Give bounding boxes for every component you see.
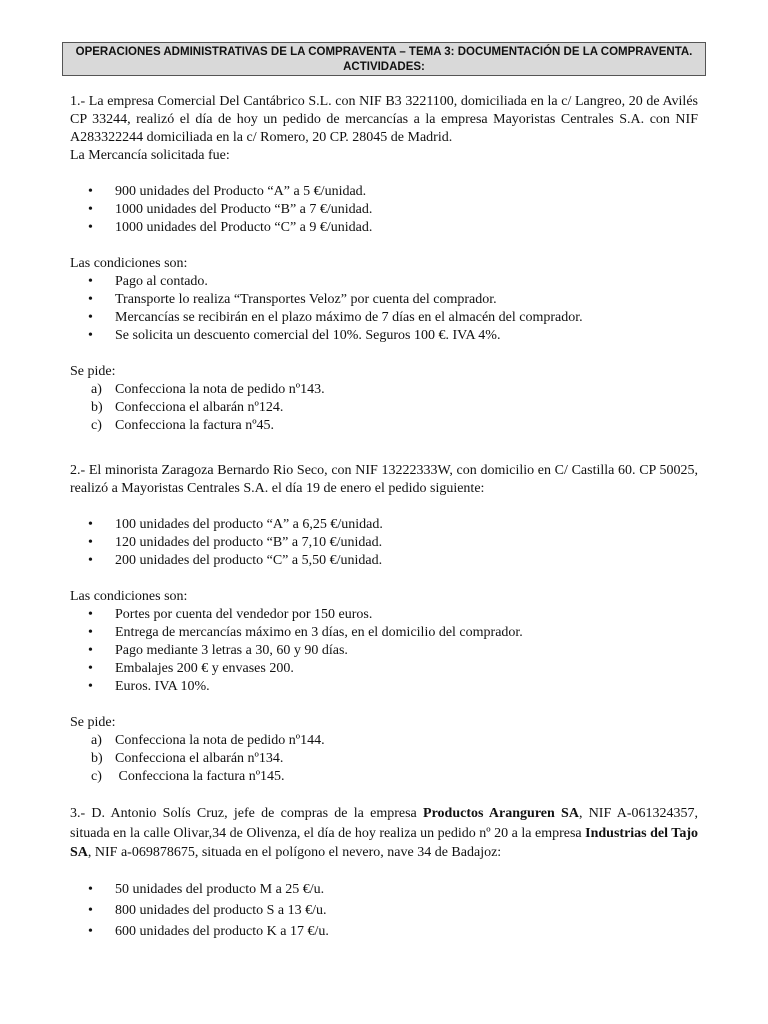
exercise-2-tasks-label: Se pide:	[70, 715, 116, 730]
list-item: • 1000 unidades del Producto “C” a 9 €/unidad.	[70, 219, 698, 237]
document-header	[62, 42, 706, 76]
list-item: • 120 unidades del producto “B” a 7,10 €/unidad.	[70, 534, 698, 552]
exercise-1-conditions-label: Las condiciones son:	[70, 256, 188, 271]
list-item: • Pago al contado.	[70, 273, 698, 291]
task-text: Confecciona la factura nº45.	[115, 418, 275, 433]
task-text: Confecciona la nota de pedido nº143.	[115, 382, 325, 397]
list-marker: b)	[91, 751, 103, 766]
exercise-3-intro	[70, 804, 698, 863]
list-item: • 1000 unidades del Producto “B” a 7 €/unidad.	[70, 201, 698, 219]
list-marker: c)	[91, 769, 102, 784]
exercise-3-intro-a: 3.- D. Antonio Solís Cruz, jefe de compras de la empresa	[70, 806, 424, 821]
exercise-1-intro: 1.- La empresa Comercial Del Cantábrico S.L. con NIF B3 3221100, domiciliada en la c/ Langreo, 20 de Avilés CP 33244, realizó el día de hoy un pedido de mercancías a la empresa Mayoristas Centrales S.A. con NIF A283322244 domiciliada en la c/ Romero, 20 CP. 28045 de Madrid.	[70, 94, 698, 145]
list-marker: a)	[91, 382, 102, 397]
exercise-1-tasks-label: Se pide:	[70, 364, 116, 379]
exercise-1-conditions-list	[70, 273, 698, 345]
list-item: • 900 unidades del Producto “A” a 5 €/unidad.	[70, 183, 698, 201]
buyer-company: Productos Aranguren SA	[423, 806, 579, 821]
task-text: Confecciona la factura nº145.	[115, 769, 285, 784]
list-item: • Pago mediante 3 letras a 30, 60 y 90 días.	[70, 642, 698, 660]
list-item: • 600 unidades del producto K a 17 €/u.	[70, 923, 698, 941]
list-item: • Se solicita un descuento comercial del 10%. Seguros 100 €. IVA 4%.	[70, 327, 698, 345]
task-text: Confecciona la nota de pedido nº144.	[115, 733, 325, 748]
exercise-3	[70, 804, 698, 941]
list-marker: a)	[91, 733, 102, 748]
exercise-1-goods-label: La Mercancía solicitada fue:	[70, 148, 230, 163]
document-body	[70, 93, 698, 944]
exercise-3-intro-b: , NIF A-061324357, situada en la calle Olivar,34 de Olivenza, el día de hoy realiza un pedido nº 20 a la empresa	[70, 806, 699, 841]
exercise-2-intro: 2.- El minorista Zaragoza Bernardo Rio Seco, con NIF 13222333W, con domicilio en C/ Castilla 60. CP 50025, realizó a Mayoristas Centrales S.A. el día 19 de enero el pedido siguiente:	[70, 463, 698, 496]
list-item	[70, 417, 698, 435]
list-item	[70, 750, 698, 768]
task-text: Confecciona el albarán nº134.	[115, 751, 284, 766]
exercise-3-goods-list	[70, 881, 698, 941]
list-item: • 200 unidades del producto “C” a 5,50 €/unidad.	[70, 552, 698, 570]
exercise-2-conditions-list	[70, 606, 698, 696]
list-item: • Portes por cuenta del vendedor por 150 euros.	[70, 606, 698, 624]
list-item	[70, 732, 698, 750]
list-item: • 100 unidades del producto “A” a 6,25 €/unidad.	[70, 516, 698, 534]
list-item	[70, 381, 698, 399]
header-title: OPERACIONES ADMINISTRATIVAS DE LA COMPRAVENTA – TEMA 3: DOCUMENTACIÓN DE LA COMPRAVENTA.	[75, 46, 693, 58]
exercise-2-conditions-label: Las condiciones son:	[70, 589, 188, 604]
list-item: • Transporte lo realiza “Transportes Veloz” por cuenta del comprador.	[70, 291, 698, 309]
list-marker: c)	[91, 418, 102, 433]
exercise-1-tasks-list	[70, 381, 698, 435]
list-item: • 50 unidades del producto M a 25 €/u.	[70, 881, 698, 899]
list-item: • Embalajes 200 € y envases 200.	[70, 660, 698, 678]
exercise-1	[70, 93, 698, 435]
list-item	[70, 768, 698, 786]
exercise-2-goods-list	[70, 516, 698, 570]
seller-company: Industrias del Tajo SA	[70, 825, 698, 860]
exercise-2-tasks-list	[70, 732, 698, 786]
exercise-3-intro-c: , NIF a-069878675, situada en el polígono el nevero, nave 34 de Badajoz:	[87, 845, 502, 860]
header-subtitle: ACTIVIDADES:	[343, 61, 425, 73]
list-marker: b)	[91, 400, 103, 415]
list-item	[70, 399, 698, 417]
exercise-2	[70, 462, 698, 786]
list-item: • Entrega de mercancías máximo en 3 días, en el domicilio del comprador.	[70, 624, 698, 642]
list-item: • Euros. IVA 10%.	[70, 678, 698, 696]
exercise-1-goods-list	[70, 183, 698, 237]
list-item: • 800 unidades del producto S a 13 €/u.	[70, 902, 698, 920]
list-item: • Mercancías se recibirán en el plazo máximo de 7 días en el almacén del comprador.	[70, 309, 698, 327]
task-text: Confecciona el albarán nº124.	[115, 400, 284, 415]
